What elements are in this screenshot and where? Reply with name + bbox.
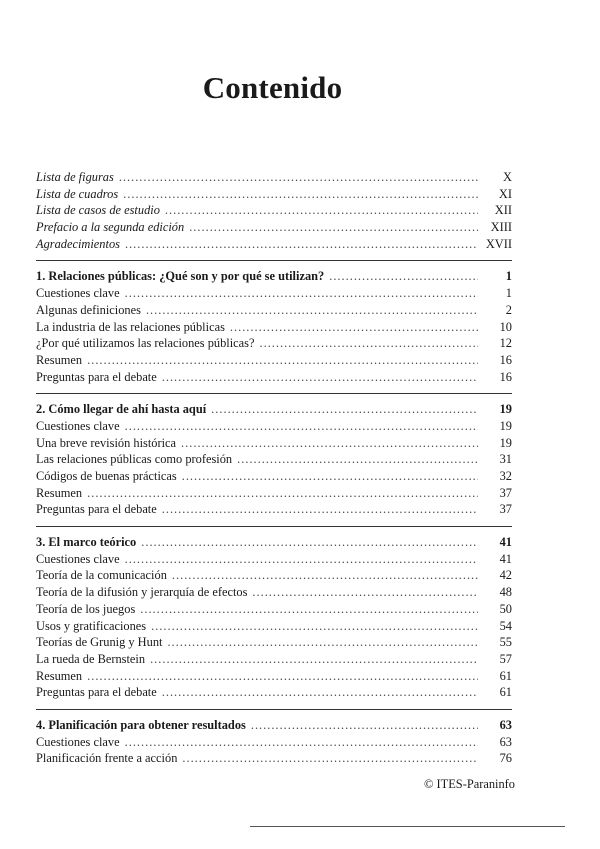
toc-entry-label: Planificación frente a acción xyxy=(36,751,178,766)
dot-leader xyxy=(162,684,478,701)
toc-entry-page: 37 xyxy=(499,485,512,500)
toc-entry-page: 50 xyxy=(499,601,512,616)
toc-entry xyxy=(36,485,512,502)
toc-entry-page: 10 xyxy=(499,319,512,334)
toc-entry-label: Algunas definiciones xyxy=(36,302,141,317)
toc-entry-page: 12 xyxy=(499,336,512,351)
dot-leader xyxy=(125,551,478,568)
toc-entry-page: XVII xyxy=(485,236,512,251)
toc-entry-label: Lista de figuras xyxy=(36,170,114,184)
toc-entry-label: Teoría de los juegos xyxy=(36,601,136,616)
copyright-notice: © ITES-Paraninfo xyxy=(424,777,515,791)
toc-entry-label: Preguntas para el debate xyxy=(36,685,157,700)
chapter-4-section xyxy=(36,709,512,767)
toc-entry-label: Cuestiones clave xyxy=(36,418,120,433)
dot-leader xyxy=(140,601,478,618)
toc-entry xyxy=(36,202,512,219)
toc-entry xyxy=(36,219,512,236)
dot-leader xyxy=(125,734,478,751)
toc-entry xyxy=(36,369,512,386)
toc-entry xyxy=(36,418,512,435)
toc-entry-label: Preguntas para el debate xyxy=(36,369,157,384)
toc-entry-label: Usos y gratificaciones xyxy=(36,618,147,633)
toc-entry-page: 1 xyxy=(505,286,512,301)
chapter-3-section xyxy=(36,526,512,701)
dot-leader xyxy=(181,435,478,452)
dot-leader xyxy=(125,418,478,435)
toc-entry-page: 2 xyxy=(505,302,512,317)
dot-leader xyxy=(251,717,478,734)
toc-entry xyxy=(36,451,512,468)
toc-entry xyxy=(36,668,512,685)
toc-entry-page: 63 xyxy=(499,734,512,749)
toc-entry xyxy=(36,352,512,369)
toc-entry-page: 54 xyxy=(499,618,512,633)
toc-entry-page: XI xyxy=(498,186,512,201)
chapter-heading xyxy=(36,534,512,551)
toc-entry xyxy=(36,335,512,352)
chapter-heading xyxy=(36,401,512,418)
toc-entry-label: Una breve revisión histórica xyxy=(36,435,177,450)
chapter-page: 63 xyxy=(499,717,512,732)
chapter-1-section xyxy=(36,260,512,385)
toc-entry-label: Teorías de Grunig y Hunt xyxy=(36,635,163,650)
toc-entry xyxy=(36,468,512,485)
toc-entry-page: 16 xyxy=(499,369,512,384)
page-bottom-rule xyxy=(250,826,565,827)
toc-entry-label: La industria de las relaciones públicas xyxy=(36,319,225,334)
toc-entry-label: Agradecimientos xyxy=(36,236,120,251)
toc-entry-page: 37 xyxy=(499,502,512,517)
dot-leader xyxy=(230,319,478,336)
toc-entry-label: Resumen xyxy=(36,485,83,500)
toc-entry-page: 48 xyxy=(499,585,512,600)
toc-entry xyxy=(36,734,512,751)
toc-entry-page: 57 xyxy=(499,651,512,666)
toc-entry-page: 76 xyxy=(499,751,512,766)
dot-leader xyxy=(119,169,478,186)
toc-entry xyxy=(36,567,512,584)
dot-leader xyxy=(211,401,478,418)
dot-leader xyxy=(182,750,478,767)
toc-entry-label: Resumen xyxy=(36,352,83,367)
toc-entry-label: Prefacio a la segunda edición xyxy=(36,220,185,235)
front-matter-section xyxy=(36,169,512,252)
toc-entry-label: Las relaciones públicas como profesión xyxy=(36,452,233,467)
toc-entry xyxy=(36,750,512,767)
toc-entry xyxy=(36,319,512,336)
chapter-title: 3. El marco teórico xyxy=(36,535,137,550)
table-of-contents xyxy=(36,169,512,767)
toc-entry-label: Cuestiones clave xyxy=(36,551,120,566)
toc-entry xyxy=(36,186,512,203)
page-title: Contenido xyxy=(202,70,343,105)
dot-leader xyxy=(162,369,478,386)
toc-entry-label: Lista de casos de estudio xyxy=(36,203,160,218)
dot-leader xyxy=(252,584,478,601)
toc-entry-label: Cuestiones clave xyxy=(36,734,120,749)
toc-entry-page: 16 xyxy=(499,352,512,367)
toc-entry xyxy=(36,684,512,701)
dot-leader xyxy=(125,285,478,302)
toc-entry xyxy=(36,634,512,651)
toc-entry xyxy=(36,618,512,635)
toc-entry-page: XII xyxy=(494,203,512,218)
dot-leader xyxy=(260,335,479,352)
toc-entry-label: Teoría de la comunicación xyxy=(36,568,167,583)
chapter-heading xyxy=(36,717,512,734)
toc-entry-page: 55 xyxy=(499,635,512,650)
dot-leader xyxy=(167,634,478,651)
toc-entry-page: 19 xyxy=(499,435,512,450)
dot-leader xyxy=(123,186,478,203)
dot-leader xyxy=(87,668,478,685)
dot-leader xyxy=(237,451,478,468)
dot-leader xyxy=(162,501,478,518)
toc-entry-page: 42 xyxy=(499,568,512,583)
toc-entry-label: Códigos de buenas prácticas xyxy=(36,469,177,483)
toc-entry-label: ¿Por qué utilizamos las relaciones públicas? xyxy=(36,336,255,351)
toc-entry xyxy=(36,169,512,186)
toc-entry xyxy=(36,302,512,319)
chapter-2-section xyxy=(36,393,512,518)
dot-leader xyxy=(87,352,478,369)
dot-leader xyxy=(151,618,478,635)
dot-leader xyxy=(87,485,478,502)
toc-entry-label: Cuestiones clave xyxy=(36,286,120,301)
toc-entry xyxy=(36,601,512,618)
toc-entry-page: 61 xyxy=(499,668,512,683)
chapter-title: 4. Planificación para obtener resultados xyxy=(36,717,246,732)
dot-leader xyxy=(182,468,478,485)
toc-entry-page: 32 xyxy=(499,469,512,483)
dot-leader xyxy=(172,567,478,584)
toc-entry-label: Resumen xyxy=(36,668,83,683)
toc-entry xyxy=(36,236,512,253)
dot-leader xyxy=(189,219,478,236)
dot-leader xyxy=(141,534,478,551)
toc-entry-label: Preguntas para el debate xyxy=(36,502,157,517)
toc-entry-label: Teoría de la difusión y jerarquía de efectos xyxy=(36,585,248,600)
toc-entry-page: 61 xyxy=(499,685,512,700)
toc-entry xyxy=(36,435,512,452)
chapter-page: 41 xyxy=(499,535,512,550)
dot-leader xyxy=(125,236,478,253)
toc-entry xyxy=(36,584,512,601)
toc-entry xyxy=(36,285,512,302)
chapter-title: 2. Cómo llegar de ahí hasta aquí xyxy=(36,402,207,417)
dot-leader xyxy=(146,302,478,319)
toc-entry-page: XIII xyxy=(490,220,512,235)
chapter-page: 19 xyxy=(499,402,512,417)
toc-entry xyxy=(36,501,512,518)
toc-entry xyxy=(36,651,512,668)
dot-leader xyxy=(329,268,478,285)
dot-leader xyxy=(150,651,478,668)
chapter-heading xyxy=(36,268,512,285)
toc-entry-label: La rueda de Bernstein xyxy=(36,651,146,666)
toc-entry-page: X xyxy=(503,170,512,184)
toc-entry-page: 19 xyxy=(499,418,512,433)
toc-entry-page: 41 xyxy=(499,551,512,566)
chapter-title: 1. Relaciones públicas: ¿Qué son y por qué se utilizan? xyxy=(36,269,325,284)
toc-entry-label: Lista de cuadros xyxy=(36,186,119,201)
chapter-page: 1 xyxy=(505,269,512,284)
toc-entry-page: 31 xyxy=(499,452,512,467)
dot-leader xyxy=(165,202,478,219)
toc-entry xyxy=(36,551,512,568)
